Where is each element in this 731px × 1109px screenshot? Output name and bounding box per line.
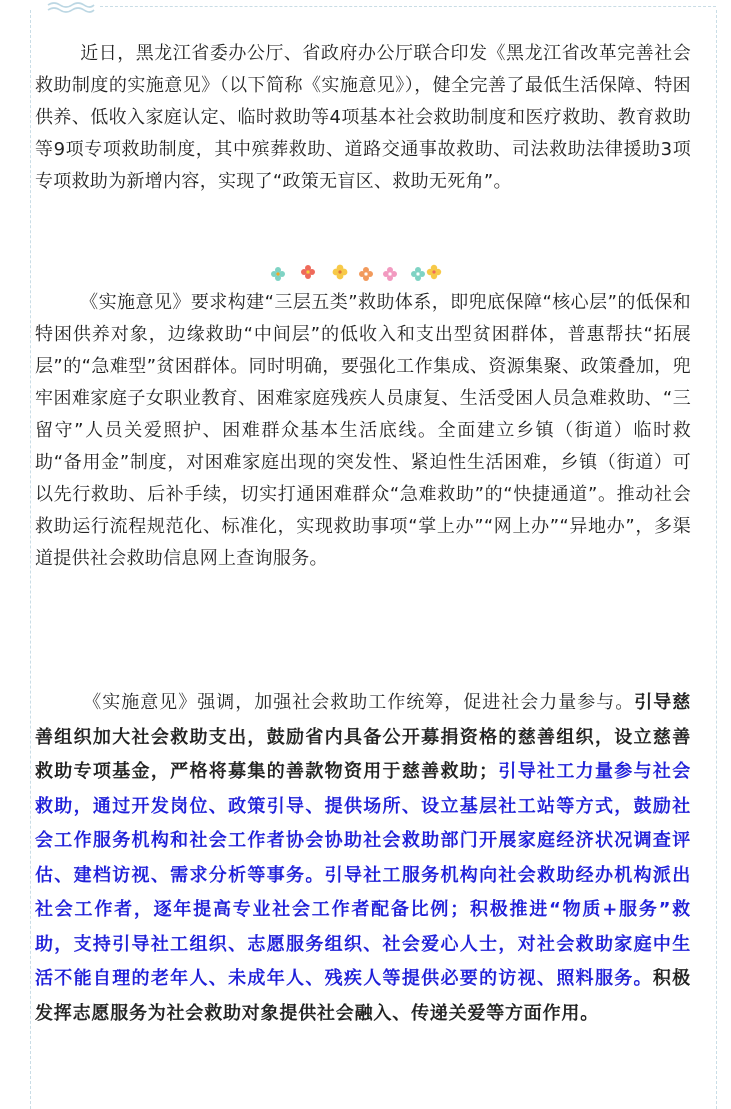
flower-icon bbox=[411, 267, 425, 281]
flower-icon bbox=[427, 265, 441, 279]
flower-icon bbox=[359, 267, 373, 281]
paragraph-3-blue-highlight: 引导社工力量参与社会救助，通过开发岗位、政策引导、提供场所、设立基层社工站等方式，鼓励社会工作服务机构和社会工作者协会协助社会救助部门开展家庭经济状况调查评估、建档访视、需求分析等事务。引导社工服务机构向社会救助经办机构派出社会工作者，逐年提高专业社会工作者配备比例；积极推进“物质+服务”救助，支持引导社工组织、志愿服务组织、社会爱心人士，对社会救助家庭中生活不能自理的老年人、未成年人、残疾人等提供必要的访视、照料服务。 bbox=[35, 761, 691, 989]
frame-top-border bbox=[100, 6, 716, 7]
flower-icon bbox=[271, 267, 285, 281]
flower-icon bbox=[301, 265, 315, 279]
paragraph-2-text: 《实施意见》要求构建“三层五类”救助体系，即兜底保障“核心层”的低保和特困供养对象，边缘救助“中间层”的低收入和支出型贫困群体，普惠帮扶“拓展层”的“急难型”贫困群体。同时明确，要强化工作集成、资源集聚、政策叠加，兜牢困难家庭子女职业教育、困难家庭残疾人员康复、生活受困人员急难救助、“三留守”人员关爱照护、困难群众基本生活底线。全面建立乡镇（街道）临时救助“备用金”制度，对困难家庭出现的突发性、紧迫性生活困难，乡镇（街道）可以先行救助、后补手续，切实打通困难群众“急难救助”的“快捷通道”。推动社会救助运行流程规范化、标准化，实现救助事项“掌上办”“网上办”“异地办”，多渠道提供社会救助信息网上查询服务。 bbox=[35, 292, 691, 569]
paragraph-3-bold: 引导慈善组织加大社会救助支出，鼓励省内具备公开募捐资格的慈善组织，设立慈善救助专项基金，严格将募集的善款物资用于慈善救助； bbox=[35, 692, 692, 782]
flower-icon bbox=[333, 265, 348, 280]
article-paragraph-1 bbox=[35, 38, 691, 198]
paragraph-3-closing: 积极发挥志愿服务为社会救助对象提供社会融入、传递关爱等方面作用。 bbox=[35, 968, 691, 1024]
article-paragraph-3 bbox=[35, 686, 691, 1031]
paragraph-3-intro: 《实施意见》强调，加强社会救助工作统筹，促进社会力量参与。 bbox=[83, 692, 635, 713]
frame-right-border bbox=[716, 10, 717, 1109]
flower-icon bbox=[383, 267, 397, 281]
frame-left-border bbox=[30, 10, 31, 1109]
article-paragraph-2 bbox=[35, 287, 691, 575]
paragraph-1-text: 近日，黑龙江省委办公厅、省政府办公厅联合印发《黑龙江省改革完善社会救助制度的实施意见》（以下简称《实施意见》），健全完善了最低生活保障、特困供养、低收入家庭认定、临时救助等4项基本社会救助制度和医疗救助、教育救助等9项专项救助制度，其中殡葬救助、道路交通事故救助、司法救助法律援助3项专项救助为新增内容，实现了“政策无盲区、救助无死角”。 bbox=[35, 43, 691, 192]
flower-divider-icon bbox=[268, 262, 448, 284]
wave-ornament-icon bbox=[46, 0, 96, 16]
